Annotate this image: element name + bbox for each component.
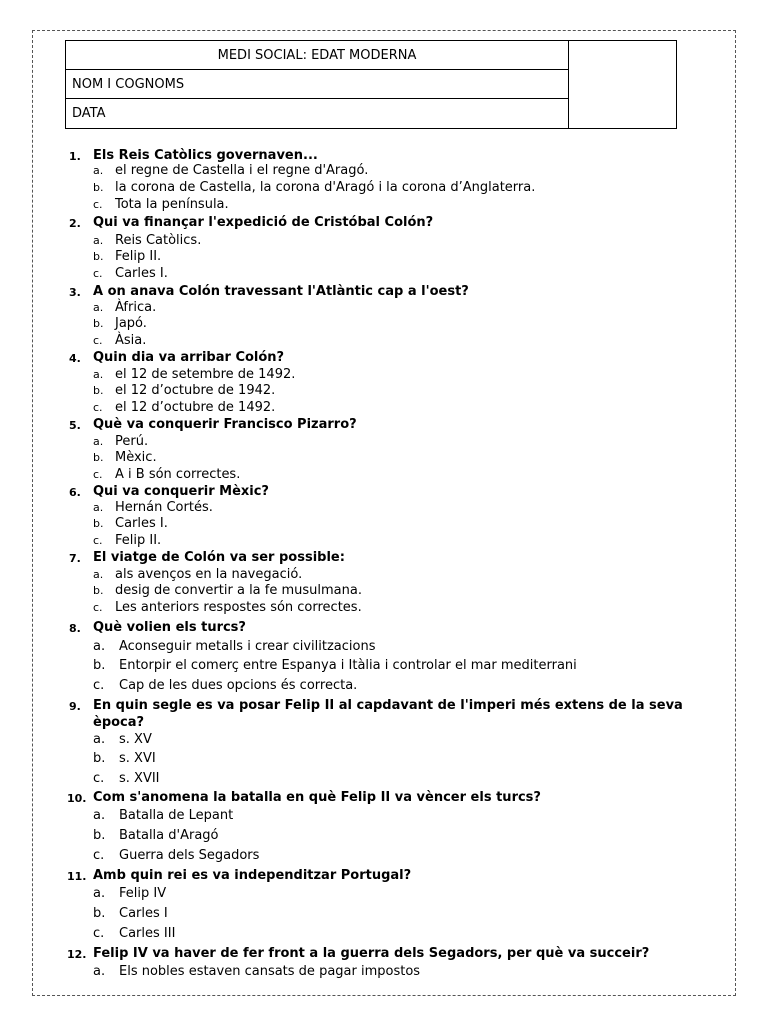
option-text: Felip II. (115, 249, 162, 264)
option-text: el regne de Castella i el regne d'Aragó. (115, 163, 369, 178)
option-letter: c. (93, 848, 105, 863)
option-letter: c. (93, 771, 105, 786)
question-number: 12. (67, 948, 87, 961)
option-letter: b. (93, 384, 104, 397)
option-text: Mèxic. (115, 450, 157, 465)
option-letter: b. (93, 751, 106, 766)
option-text: la corona de Castella, la corona d'Aragó i la corona d’Anglaterra. (115, 180, 536, 195)
option-letter: b. (93, 181, 104, 194)
option-text: Cap de les dues opcions és correcta. (119, 678, 358, 693)
option-text: Reis Catòlics. (115, 233, 202, 248)
option-letter: b. (93, 250, 104, 263)
option-text: el 12 d’octubre de 1942. (115, 383, 276, 398)
option-letter: a. (93, 368, 104, 381)
option-letter: c. (93, 198, 103, 211)
option-text: Aconseguir metalls i crear civilitzacions (119, 639, 376, 654)
option-text: s. XVI (119, 751, 156, 766)
date-field-label: DATA (72, 106, 106, 121)
question-number: 1. (69, 150, 81, 163)
question-text: Quin dia va arribar Colón? (93, 350, 285, 365)
question-number: 5. (69, 419, 81, 432)
worksheet-title: MEDI SOCIAL: EDAT MODERNA (66, 41, 568, 70)
option-text: Carles I (119, 906, 168, 921)
option-text: Carles I. (115, 516, 168, 531)
name-field-label: NOM I COGNOMS (66, 70, 568, 99)
option-letter: c. (93, 678, 105, 693)
option-text: Tota la península. (115, 197, 229, 212)
option-letter: b. (93, 517, 104, 530)
option-text: Àfrica. (115, 300, 157, 315)
question-text: Què va conquerir Francisco Pizarro? (93, 417, 357, 432)
option-letter: b. (93, 317, 104, 330)
option-letter: a. (93, 732, 106, 747)
option-text: Entorpir el comerç entre Espanya i Itàlia i controlar el mar mediterrani (119, 658, 577, 673)
option-letter: b. (93, 584, 104, 597)
option-text: Carles III (119, 926, 176, 941)
option-letter: a. (93, 301, 104, 314)
question-number: 3. (69, 286, 81, 299)
option-text: als avenços en la navegació. (115, 567, 303, 582)
option-letter: a. (93, 886, 106, 901)
option-text: s. XVII (119, 771, 160, 786)
question-text: Els Reis Catòlics governaven... (93, 148, 318, 163)
option-text: Batalla d'Aragó (119, 828, 219, 843)
question-text: Qui va conquerir Mèxic? (93, 484, 269, 499)
question-text: Felip IV va haver de fer front a la guerra dels Segadors, per què va succeir? (93, 946, 650, 961)
question-text: Amb quin rei es va independitzar Portugal? (93, 868, 412, 883)
option-letter: a. (93, 808, 106, 823)
option-text: A i B són correctes. (115, 467, 241, 482)
option-text: Felip II. (115, 533, 162, 548)
option-letter: b. (93, 906, 106, 921)
option-letter: a. (93, 234, 104, 247)
option-text: Batalla de Lepant (119, 808, 234, 823)
question-text: Com s'anomena la batalla en què Felip II va vèncer els turcs? (93, 790, 541, 805)
question-number: 9. (69, 700, 81, 713)
option-letter: a. (93, 501, 104, 514)
question-text: Què volien els turcs? (93, 620, 246, 635)
option-text: desig de convertir a la fe musulmana. (115, 583, 362, 598)
option-letter: a. (93, 639, 106, 654)
question-number: 7. (69, 552, 81, 565)
option-text: Perú. (115, 434, 149, 449)
question-number: 2. (69, 217, 81, 230)
option-letter: c. (93, 601, 103, 614)
option-text: Els nobles estaven cansats de pagar impostos (119, 964, 421, 979)
option-text: Carles I. (115, 266, 168, 281)
option-letter: c. (93, 401, 103, 414)
question-number: 8. (69, 622, 81, 635)
option-letter: a. (93, 435, 104, 448)
option-letter: a. (93, 164, 104, 177)
option-text: el 12 d’octubre de 1492. (115, 400, 276, 415)
option-letter: c. (93, 267, 103, 280)
question-text: El viatge de Colón va ser possible: (93, 550, 345, 565)
option-letter: c. (93, 534, 103, 547)
option-letter: b. (93, 658, 106, 673)
option-letter: a. (93, 568, 104, 581)
question-text: Qui va finançar l'expedició de Cristóbal Colón? (93, 215, 434, 230)
option-text: Japó. (115, 316, 147, 331)
option-text: Àsia. (115, 333, 147, 348)
option-text: s. XV (119, 732, 152, 747)
option-letter: c. (93, 468, 103, 481)
option-letter: c. (93, 334, 103, 347)
option-text: Les anteriors respostes són correctes. (115, 600, 362, 615)
option-text: Guerra dels Segadors (119, 848, 260, 863)
question-number: 10. (67, 792, 87, 805)
option-text: el 12 de setembre de 1492. (115, 367, 296, 382)
question-text: A on anava Colón travessant l'Atlàntic cap a l'oest? (93, 284, 469, 299)
question-number: 6. (69, 486, 81, 499)
option-text: Hernán Cortés. (115, 500, 213, 515)
option-text: Felip IV (119, 886, 167, 901)
option-letter: a. (93, 964, 106, 979)
question-number: 4. (69, 352, 81, 365)
option-letter: c. (93, 926, 105, 941)
option-letter: b. (93, 828, 106, 843)
question-number: 11. (67, 870, 87, 883)
question-text: En quin segle es va posar Felip II al capdavant de l'imperi més extens de la seva època? (93, 698, 683, 730)
option-letter: b. (93, 451, 104, 464)
